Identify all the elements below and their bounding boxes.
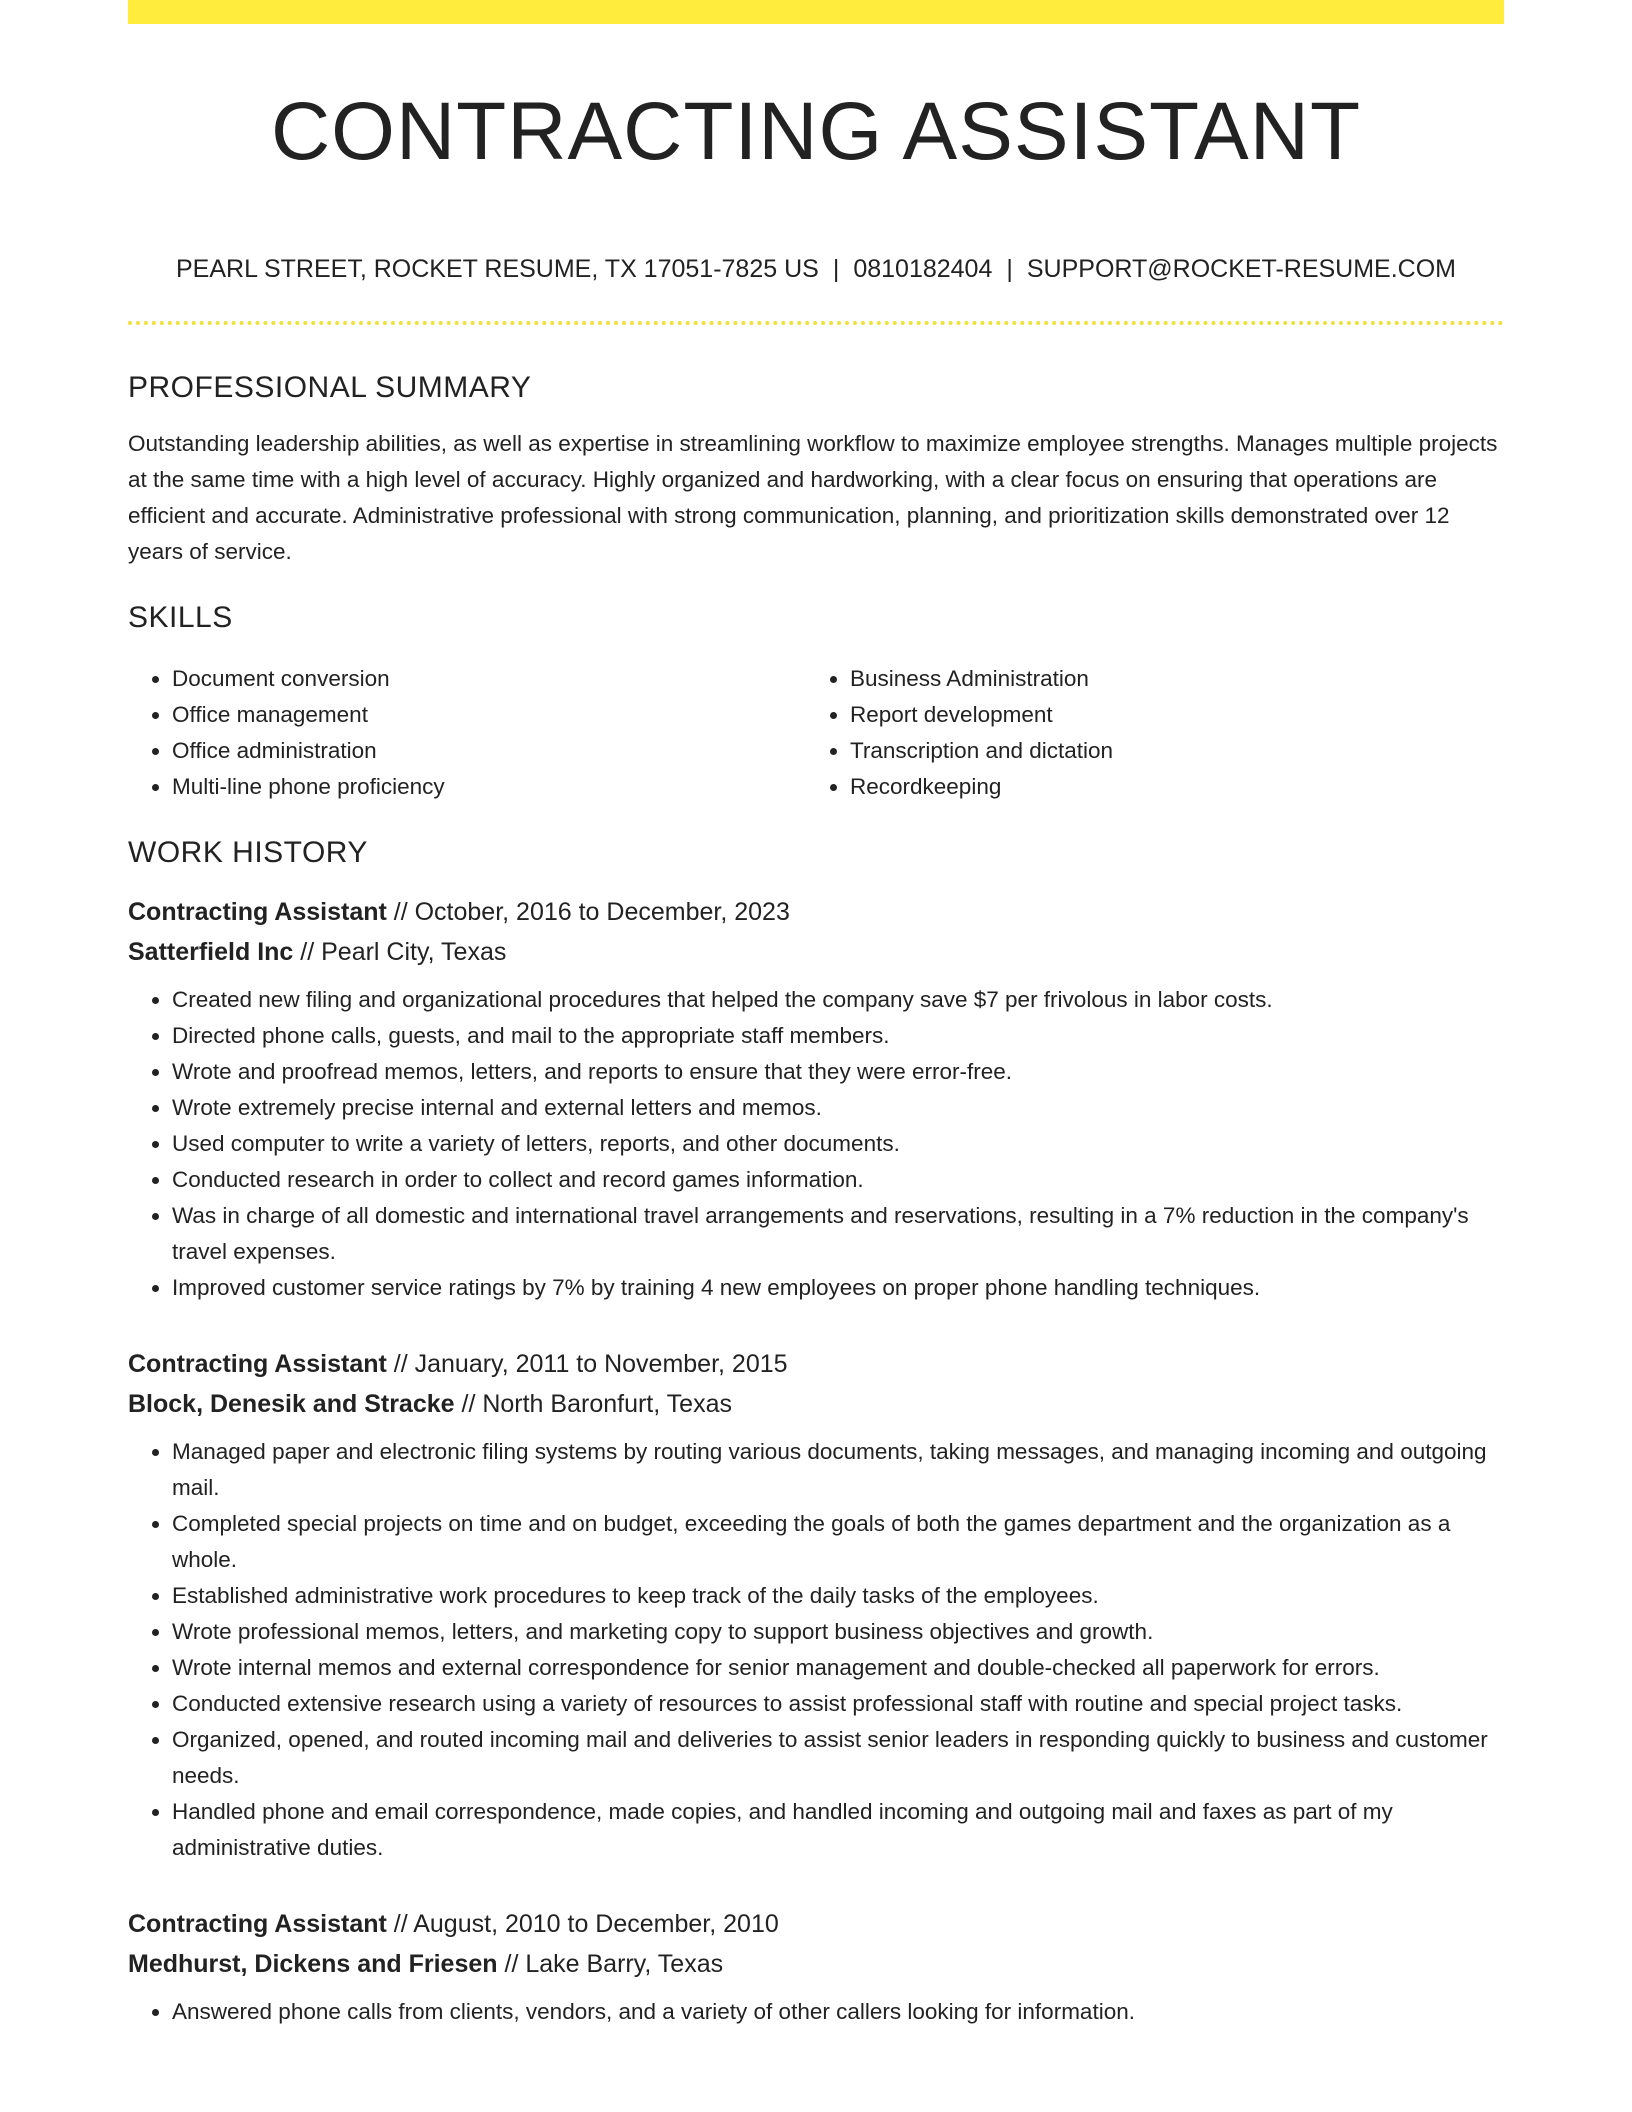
job-bullets <box>128 1994 1504 2030</box>
job-entry <box>128 1344 1504 1866</box>
job-title-line <box>128 1344 1504 1384</box>
job-company-line <box>128 932 1504 972</box>
job-location: // Pearl City, Texas <box>293 938 507 966</box>
job-bullet: • Was in charge of all domestic and international travel arrangements and reservations, resulting in a 7% reduction in the company's travel expenses. <box>172 1198 1504 1270</box>
skill-item: • Transcription and dictation <box>850 733 1484 769</box>
skills-heading: SKILLS <box>128 601 233 634</box>
summary-text: Outstanding leadership abilities, as well as expertise in streamlining workflow to maximize employee strengths. Manages multiple projects at the same time with a high level of accuracy. Highly organized and hardworking, with a clear focus on ensuring that operations are efficient and accurate. Administrative professional with strong communication, planning, and prioritization skills demonstrated over 12 years of service. <box>128 431 1498 564</box>
header-divider <box>128 321 1504 325</box>
contact-line <box>128 252 1504 286</box>
job-dates: // January, 2011 to November, 2015 <box>386 1350 788 1378</box>
job-bullet: • Improved customer service ratings by 7% by training 4 new employees on proper phone handling techniques. <box>172 1270 1504 1306</box>
work-history-heading: WORK HISTORY <box>128 836 368 869</box>
job-bullet: • Organized, opened, and routed incoming mail and deliveries to assist senior leaders in responding quickly to business and customer needs. <box>172 1722 1504 1794</box>
job-company: Satterfield Inc <box>128 938 294 966</box>
job-bullet: • Handled phone and email correspondence, made copies, and handled incoming and outgoing mail and faxes as part of my administrative duties. <box>172 1794 1504 1866</box>
job-bullet: • Managed paper and electronic filing systems by routing various documents, taking messages, and managing incoming and outgoing mail. <box>172 1434 1504 1506</box>
job-bullet: • Conducted research in order to collect and record games information. <box>172 1162 1504 1198</box>
skill-item: • Office administration <box>172 733 806 769</box>
accent-bar <box>128 0 1504 24</box>
skills-column-left <box>128 661 806 805</box>
job-title-line <box>128 892 1504 932</box>
job-bullets <box>128 982 1504 1306</box>
job-bullet: • Used computer to write a variety of letters, reports, and other documents. <box>172 1126 1504 1162</box>
contact-email: SUPPORT@ROCKET-RESUME.COM <box>1026 255 1457 283</box>
job-bullet: • Wrote internal memos and external correspondence for senior management and double-checked all paperwork for errors. <box>172 1650 1504 1686</box>
skill-item: • Recordkeeping <box>850 769 1484 805</box>
job-bullet: • Wrote professional memos, letters, and marketing copy to support business objectives and growth. <box>172 1614 1504 1650</box>
job-bullets <box>128 1434 1504 1866</box>
job-location: // Lake Barry, Texas <box>497 1950 724 1978</box>
job-location: // North Baronfurt, Texas <box>454 1390 732 1418</box>
job-bullet: • Created new filing and organizational procedures that helped the company save $7 per frivolous in labor costs. <box>172 982 1504 1018</box>
skills-grid <box>128 661 1504 805</box>
job-entry <box>128 1904 1504 2030</box>
resume-page <box>128 0 1504 2030</box>
job-bullet: • Wrote extremely precise internal and external letters and memos. <box>172 1090 1504 1126</box>
job-dates: // August, 2010 to December, 2010 <box>386 1910 779 1938</box>
job-role: Contracting Assistant <box>128 898 387 926</box>
job-bullet: • Completed special projects on time and on budget, exceeding the goals of both the games department and the organization as a whole. <box>172 1506 1504 1578</box>
job-dates: // October, 2016 to December, 2023 <box>386 898 790 926</box>
job-role: Contracting Assistant <box>128 1910 387 1938</box>
skill-item: • Multi-line phone proficiency <box>172 769 806 805</box>
resume-name: CONTRACTING ASSISTANT <box>270 86 1362 177</box>
skill-item: • Document conversion <box>172 661 806 697</box>
job-entry <box>128 892 1504 1306</box>
job-role: Contracting Assistant <box>128 1350 387 1378</box>
skill-item: • Business Administration <box>850 661 1484 697</box>
job-company-line <box>128 1384 1504 1424</box>
job-bullet: • Answered phone calls from clients, vendors, and a variety of other callers looking for information. <box>172 1994 1504 2030</box>
job-bullet: • Directed phone calls, guests, and mail to the appropriate staff members. <box>172 1018 1504 1054</box>
contact-phone: 0810182404 <box>853 255 993 283</box>
skill-item: • Office management <box>172 697 806 733</box>
summary-heading: PROFESSIONAL SUMMARY <box>128 371 532 404</box>
contact-separator: | <box>832 255 840 283</box>
job-title-line <box>128 1904 1504 1944</box>
job-bullet: • Established administrative work procedures to keep track of the daily tasks of the employees. <box>172 1578 1504 1614</box>
job-company: Block, Denesik and Stracke <box>128 1390 455 1418</box>
contact-address: PEARL STREET, ROCKET RESUME, TX 17051-7825 US <box>175 255 819 283</box>
job-bullet: • Conducted extensive research using a variety of resources to assist professional staff with routine and special project tasks. <box>172 1686 1504 1722</box>
job-bullet: • Wrote and proofread memos, letters, and reports to ensure that they were error-free. <box>172 1054 1504 1090</box>
contact-separator: | <box>1006 255 1013 283</box>
skill-item: • Report development <box>850 697 1484 733</box>
job-company: Medhurst, Dickens and Friesen <box>128 1950 498 1978</box>
job-company-line <box>128 1944 1504 1984</box>
skills-column-right <box>806 661 1484 805</box>
